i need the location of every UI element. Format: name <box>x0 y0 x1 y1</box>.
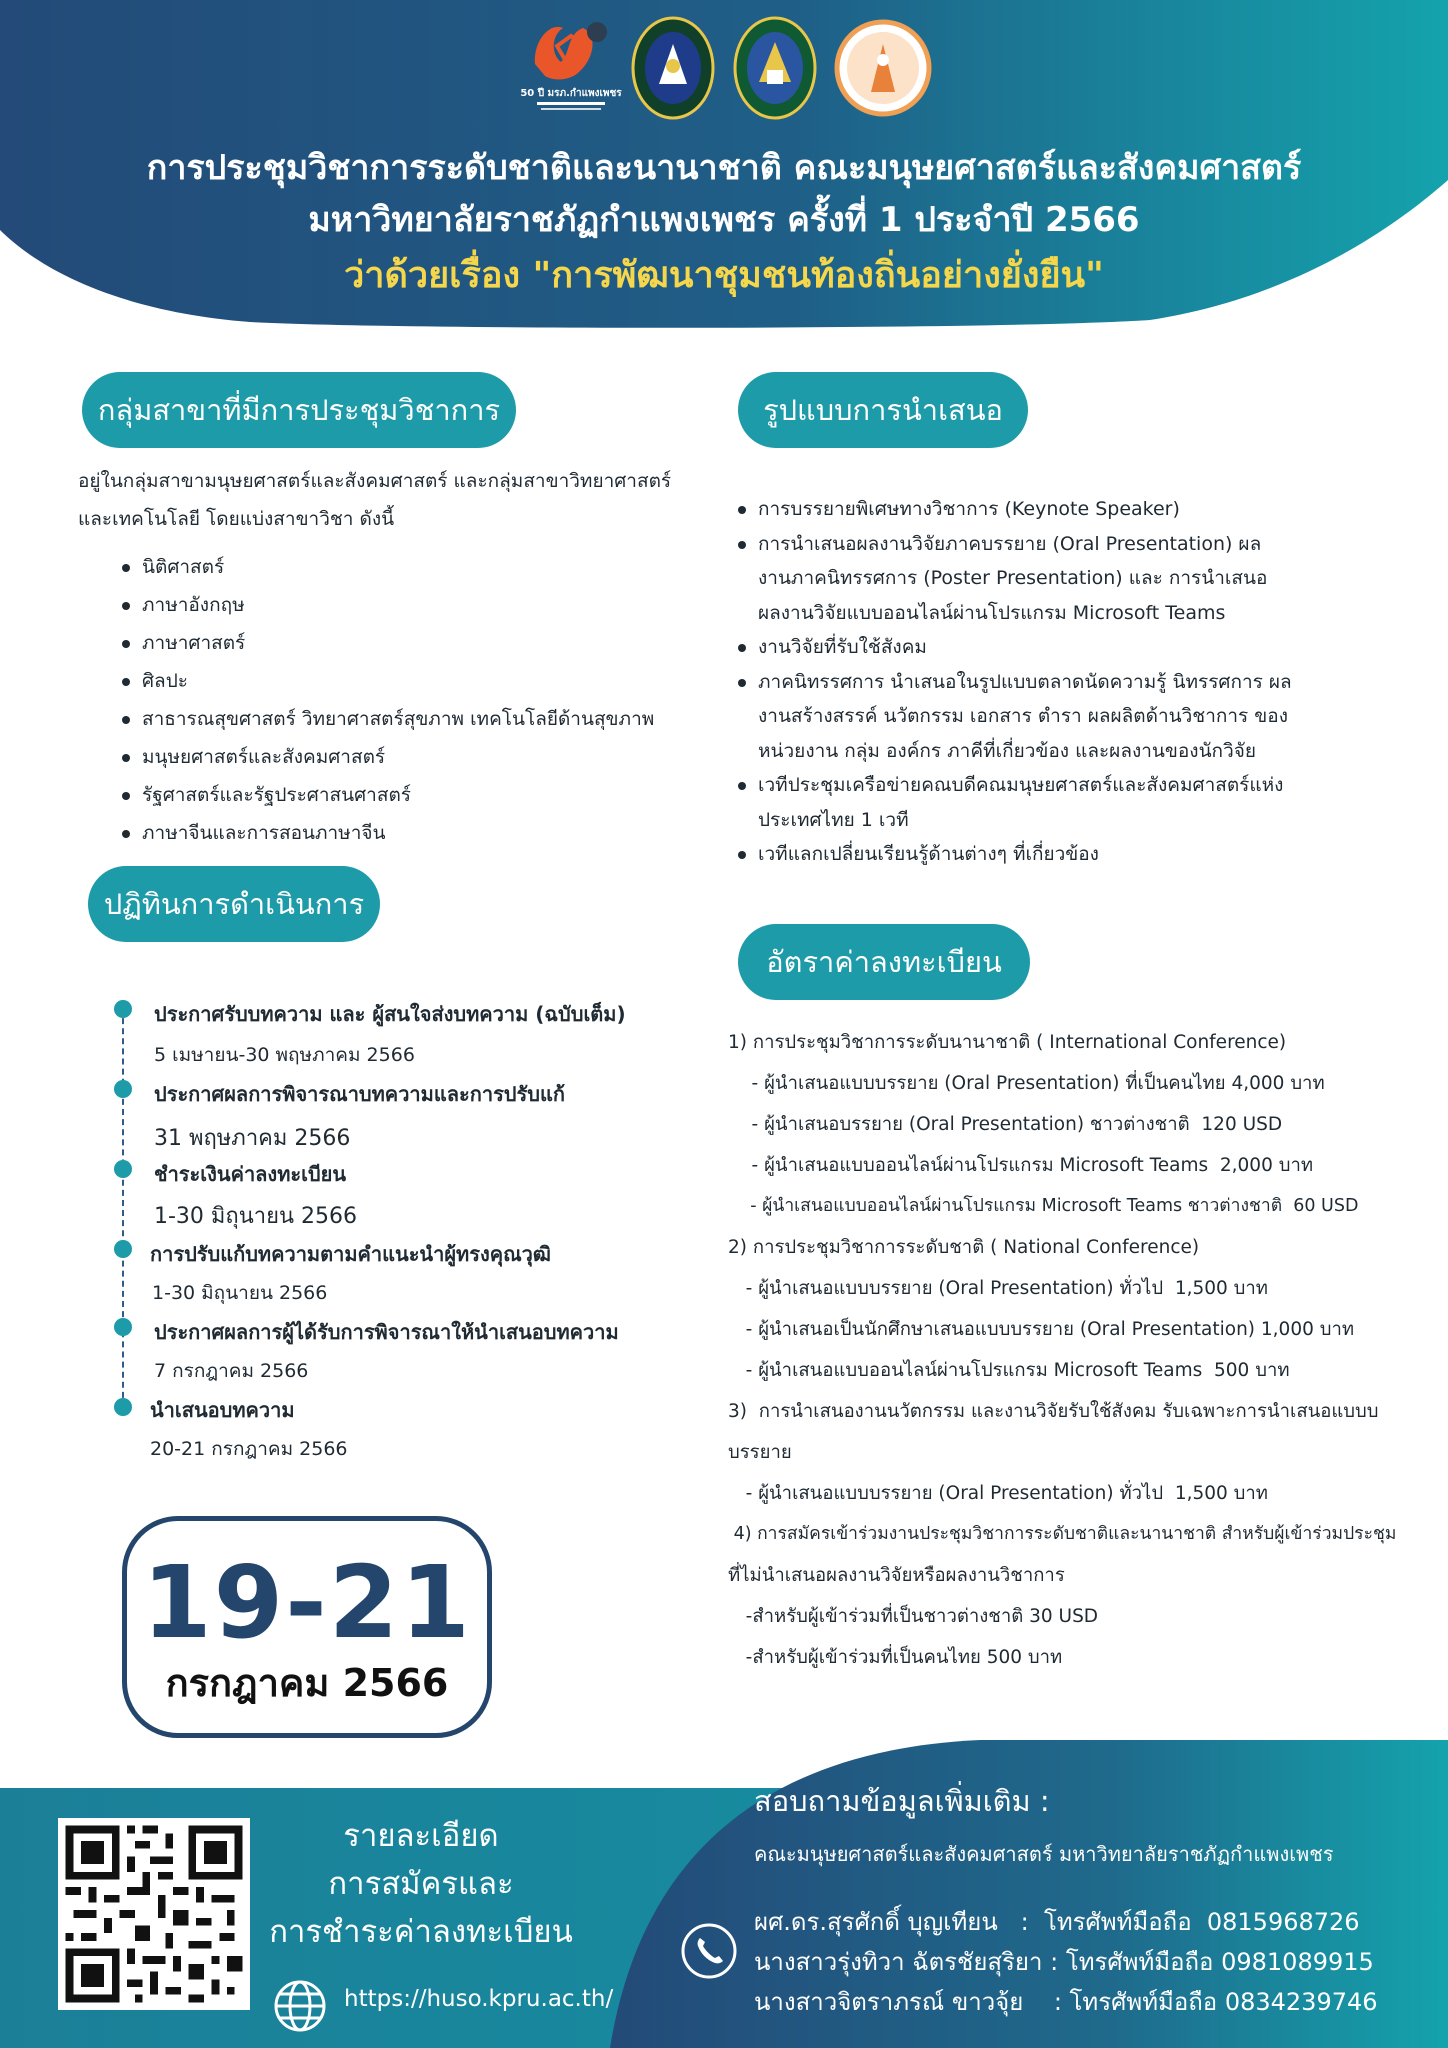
contact-row: นางสาวรุ่งทิวา ฉัตรชัยสุริยา : โทรศัพท์มือถือ 0981089915 <box>754 1948 1374 1976</box>
logo-row <box>0 14 1448 132</box>
fee-line: - ผู้นำเสนอแบบบรรยาย (Oral Presentation) ทั่วไป 1,500 บาท <box>728 1483 1269 1504</box>
timeline-date: 31 พฤษภาคม 2566 <box>154 1126 351 1151</box>
fee-line: บรรยาย <box>728 1442 792 1463</box>
timeline-dot <box>114 1398 132 1416</box>
timeline-title: การปรับแก้บทความตามคำแนะนำผู้ทรงคุณวุฒิ <box>150 1242 551 1266</box>
list-item: งานวิจัยที่รับใช้สังคม <box>734 630 1344 665</box>
event-date-range: 19-21 <box>142 1544 472 1661</box>
event-date-month: กรกฎาคม 2566 <box>165 1661 449 1705</box>
kpru-university-seal <box>629 14 717 122</box>
fee-list <box>728 1022 1408 1678</box>
contact-heading: สอบถามข้อมูลเพิ่มเติม : <box>754 1784 1050 1818</box>
timeline-dot <box>114 1000 132 1018</box>
list-item: สาธารณสุขศาสตร์ วิทยาศาสตร์สุขภาพ เทคโนโลยีด้านสุขภาพ <box>110 700 730 738</box>
contact-organization: คณะมนุษยศาสตร์และสังคมศาสตร์ มหาวิทยาลัยราชภัฏกำแพงเพชร <box>754 1842 1334 1866</box>
list-item: ภาคนิทรรศการ นำเสนอในรูปแบบตลาดนัดความรู้ นิทรรศการ ผล งานสร้างสรรค์ นวัตกรรม เอกสาร ตำรา ผลผลิตด้านวิชาการ ของ หน่วยงาน กลุ่ม องค์กร ภาคีที่เกี่ยวข้อง และผลงานของนักวิจัย <box>734 665 1344 769</box>
timeline-date: 7 กรกฎาคม 2566 <box>154 1360 309 1382</box>
timeline-title: ชำระเงินค่าลงทะเบียน <box>154 1162 347 1186</box>
fee-line: - ผู้นำเสนอแบบออนไลน์ผ่านโปรแกรม Microsoft Teams 500 บาท <box>728 1360 1290 1381</box>
list-item: ภาษาอังกฤษ <box>110 586 730 624</box>
fee-line: -สำหรับผู้เข้าร่วมที่เป็นคนไทย 500 บาท <box>728 1647 1063 1668</box>
fee-line: 4) การสมัครเข้าร่วมงานประชุมวิชาการระดับชาติและนานาชาติ สำหรับผู้เข้าร่วมประชุม <box>728 1524 1397 1544</box>
fee-line: ที่ไม่นำเสนอผลงานวิจัยหรือผลงานวิชาการ <box>728 1565 1065 1586</box>
kpru-50th-anniversary-logo <box>520 14 622 122</box>
registration-caption: รายละเอียด การสมัครและ การชำระค่าลงทะเบียน <box>269 1818 573 1950</box>
timeline-date: 1-30 มิถุนายน 2566 <box>152 1282 328 1304</box>
fee-line: - ผู้นำเสนอเป็นนักศึกษาเสนอแบบบรรยาย (Oral Presentation) 1,000 บาท <box>728 1319 1355 1340</box>
fee-line: - ผู้นำเสนอแบบบรรยาย (Oral Presentation) ทั่วไป 1,500 บาท <box>728 1278 1269 1299</box>
fee-line: - ผู้นำเสนอบรรยาย (Oral Presentation) ชาวต่างชาติ 120 USD <box>728 1114 1283 1135</box>
faculty-logo <box>833 14 921 122</box>
list-item: มนุษยศาสตร์และสังคมศาสตร์ <box>110 738 730 776</box>
fee-line: 3) การนำเสนองานนวัตกรรม และงานวิจัยรับใช้สังคม รับเฉพาะการนำเสนอแบบบ <box>728 1401 1379 1422</box>
groups-intro <box>78 462 718 538</box>
list-item: การนำเสนอผลงานวิจัยภาคบรรยาย (Oral Presentation) ผล งานภาคนิทรรศการ (Poster Presentation) และ การนำเสนอ ผลงานวิจัยแบบออนไลน์ผ่านโปรแกรม Microsoft Teams <box>734 527 1344 631</box>
svg-text:50 ปี มรภ.กำแพงเพชร: 50 ปี มรภ.กำแพงเพชร <box>520 88 622 99</box>
timeline-dot <box>114 1080 132 1098</box>
website-link[interactable]: https://huso.kpru.ac.th/ <box>344 1986 614 2012</box>
timeline-date: 1-30 มิถุนายน 2566 <box>154 1204 358 1229</box>
timeline-dot <box>114 1240 132 1258</box>
list-item: เวทีประชุมเครือข่ายคณบดีคณมนุษยศาสตร์และสังคมศาสตร์แห่ง ประเทศไทย 1 เวที <box>734 768 1344 837</box>
groups-intro-line-2: และเทคโนโลยี โดยแบ่งสาขาวิชา ดังนี้ <box>78 508 395 530</box>
fee-line: 1) การประชุมวิชาการระดับนานาชาติ ( International Conference) <box>728 1032 1287 1053</box>
fee-line: - ผู้นำเสนอแบบบรรยาย (Oral Presentation) ที่เป็นคนไทย 4,000 บาท <box>728 1073 1325 1094</box>
fee-line: - ผู้นำเสนอแบบออนไลน์ผ่านโปรแกรม Microsoft Teams ชาวต่างชาติ 60 USD <box>728 1196 1359 1216</box>
kpru-seal-2 <box>731 14 819 122</box>
groups-intro-line-1: อยู่ในกลุ่มสาขามนุษยศาสตร์และสังคมศาสตร์ และกลุ่มสาขาวิทยาศาสตร์ <box>78 470 672 492</box>
conference-theme: ว่าด้วยเรื่อง "การพัฒนาชุมชนท้องถิ่นอย่างยั่งยืน" <box>344 255 1104 296</box>
list-item: ภาษาจีนและการสอนภาษาจีน <box>110 814 730 852</box>
timeline-dot <box>114 1318 132 1336</box>
timeline-date: 5 เมษายน-30 พฤษภาคม 2566 <box>154 1044 415 1066</box>
timeline-line <box>122 1008 124 1408</box>
list-item: รัฐศาสตร์และรัฐประศาสนศาสตร์ <box>110 776 730 814</box>
phone-icon <box>680 1922 738 1980</box>
timeline-title: ประกาศผลการพิจารณาบทความและการปรับแก้ <box>154 1082 565 1106</box>
contact-row: ผศ.ดร.สุรศักดิ์ บุญเทียน : โทรศัพท์มือถือ 0815968726 <box>754 1908 1360 1936</box>
timeline-title: นำเสนอบทความ <box>150 1398 295 1422</box>
list-item: การบรรยายพิเศษทางวิชาการ (Keynote Speaker) <box>734 492 1344 527</box>
timeline-title: ประกาศรับบทความ และ ผู้สนใจส่งบทความ (ฉบับเต็ม) <box>154 1002 626 1026</box>
globe-icon <box>272 1978 328 2034</box>
schedule-heading: ปฏิทินการดำเนินการ <box>88 866 380 942</box>
list-item: เวทีแลกเปลี่ยนเรียนรู้ด้านต่างๆ ที่เกี่ยวข้อง <box>734 837 1344 872</box>
fee-heading: อัตราค่าลงทะเบียน <box>738 924 1030 1000</box>
timeline-dot <box>114 1160 132 1178</box>
format-list <box>734 492 1344 872</box>
title-line-2: มหาวิทยาลัยราชภัฏกำแพงเพชร ครั้งที่ 1 ประจำปี 2566 <box>308 200 1140 240</box>
qr-code-icon[interactable] <box>58 1818 250 2010</box>
format-heading: รูปแบบการนำเสนอ <box>738 372 1028 448</box>
groups-list <box>110 548 730 852</box>
list-item: ศิลปะ <box>110 662 730 700</box>
list-item: นิติศาสตร์ <box>110 548 730 586</box>
list-item: ภาษาศาสตร์ <box>110 624 730 662</box>
title-line-1: การประชุมวิชาการระดับชาติและนานาชาติ คณะมนุษยศาสตร์และสังคมศาสตร์ <box>146 148 1302 188</box>
timeline-date: 20-21 กรกฎาคม 2566 <box>150 1438 348 1460</box>
groups-heading: กลุ่มสาขาที่มีการประชุมวิชาการ <box>82 372 516 448</box>
timeline-title: ประกาศผลการผู้ได้รับการพิจารณาให้นำเสนอบทความ <box>154 1320 619 1344</box>
fee-line: - ผู้นำเสนอแบบออนไลน์ผ่านโปรแกรม Microsoft Teams 2,000 บาท <box>728 1155 1314 1176</box>
fee-line: 2) การประชุมวิชาการระดับชาติ ( National Conference) <box>728 1237 1200 1258</box>
fee-line: -สำหรับผู้เข้าร่วมที่เป็นชาวต่างชาติ 30 USD <box>728 1606 1099 1627</box>
contact-row: นางสาวจิตราภรณ์ ขาวจุ้ย : โทรศัพท์มือถือ 0834239746 <box>754 1988 1378 2016</box>
